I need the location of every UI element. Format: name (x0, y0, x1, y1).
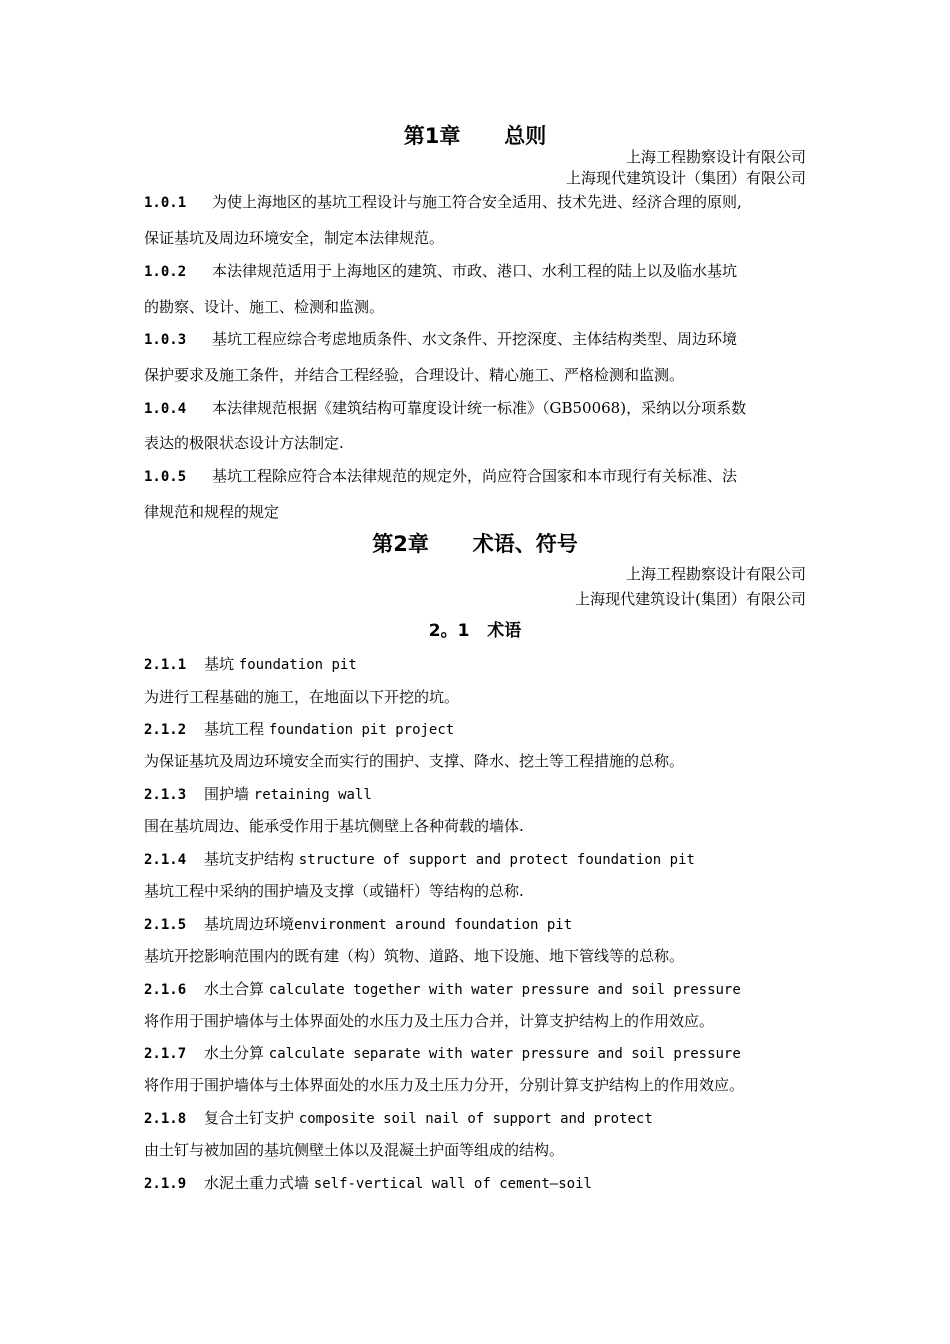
chapter-1-org-1: 上海工程勘察设计有限公司 (625, 148, 806, 166)
clause-text: 基坑工程应综合考虑地质条件、水文条件、开挖深度、主体结构类型、周边环境 (212, 330, 738, 348)
term-2-1-2 (144, 718, 814, 741)
clause-1-0-2-line-2: 的勘察、设计、施工、检测和监测。 (144, 298, 385, 316)
chapter-1-title: 第1章 总则 (403, 124, 547, 148)
chapter-2-org-2: 上海现代建筑设计(集团）有限公司 (575, 590, 806, 608)
clause-1-0-5-line-2: 律规范和规程的规定 (144, 503, 280, 521)
term-number: 2.1.7 (144, 1046, 187, 1062)
term-2-1-9 (144, 1172, 814, 1195)
term-2-1-3-desc: 围在基坑周边、能承受作用于基坑侧壁上各种荷载的墙体. (144, 817, 524, 835)
term-2-1-7 (144, 1042, 814, 1065)
term-2-1-5 (144, 913, 814, 936)
term-2-1-1 (144, 653, 814, 676)
term-en: composite soil nail of support and protect (298, 1111, 653, 1127)
term-number: 2.1.2 (144, 722, 187, 738)
term-en: calculate separate with water pressure and soil pressure (268, 1046, 741, 1062)
chapter-1-org-2: 上海现代建筑设计（集团）有限公司 (565, 169, 806, 187)
clause-1-0-2-line-1 (144, 260, 814, 283)
chapter-2-org-1: 上海工程勘察设计有限公司 (625, 565, 806, 583)
term-2-1-1-desc: 为进行工程基础的施工，在地面以下开挖的坑。 (144, 688, 460, 706)
clause-text: 本法律规范根据《建筑结构可靠度设计统一标准》（GB50068)，采纳以分项系数 (212, 399, 747, 417)
term-cn: 基坑工程 (204, 720, 269, 738)
term-number: 2.1.1 (144, 657, 187, 673)
term-cn: 复合土钉支护 (204, 1109, 299, 1127)
term-number: 2.1.8 (144, 1111, 187, 1127)
clause-1-0-1-line-1 (144, 191, 814, 214)
term-2-1-8 (144, 1107, 814, 1130)
term-2-1-7-desc: 将作用于围护墙体与土体界面处的水压力及土压力分开，分别计算支护结构上的作用效应。 (144, 1076, 745, 1094)
clause-1-0-4-line-1 (144, 397, 814, 420)
clause-text: 基坑工程除应符合本法律规范的规定外，尚应符合国家和本市现行有关标准、法 (212, 467, 738, 485)
term-cn: 水土分算 (204, 1044, 269, 1062)
term-number: 2.1.3 (144, 787, 187, 803)
term-2-1-2-desc: 为保证基坑及周边环境安全而实行的围护、支撑、降水、挖土等工程措施的总称。 (144, 752, 685, 770)
clause-text: 为使上海地区的基坑工程设计与施工符合安全适用、技术先进、经济合理的原则, (212, 193, 742, 211)
clause-number: 1.0.3 (144, 332, 187, 348)
term-cn: 围护墙 (204, 785, 254, 803)
clause-number: 1.0.4 (144, 401, 187, 417)
term-2-1-6-desc: 将作用于围护墙体与土体界面处的水压力及土压力合并，计算支护结构上的作用效应。 (144, 1012, 715, 1030)
clause-1-0-5-line-1 (144, 465, 814, 488)
term-number: 2.1.4 (144, 852, 187, 868)
term-cn: 水泥土重力式墙 (204, 1174, 314, 1192)
clause-1-0-3-line-1 (144, 328, 814, 351)
clause-number: 1.0.1 (144, 195, 187, 211)
term-cn: 基坑周边环境 (204, 915, 295, 933)
term-en: self-vertical wall of cement—soil (313, 1176, 592, 1192)
term-en: environment around foundation pit (294, 917, 573, 933)
chapter-2-title: 第2章 术语、符号 (372, 532, 578, 556)
term-en: structure of support and protect foundation pit (298, 852, 695, 868)
term-en: retaining wall (253, 787, 372, 803)
term-number: 2.1.9 (144, 1176, 187, 1192)
term-2-1-6 (144, 978, 814, 1001)
clause-1-0-3-line-2: 保护要求及施工条件，并结合工程经验，合理设计、精心施工、严格检测和监测。 (144, 366, 685, 384)
clause-number: 1.0.5 (144, 469, 187, 485)
term-number: 2.1.5 (144, 917, 187, 933)
term-number: 2.1.6 (144, 982, 187, 998)
term-2-1-5-desc: 基坑开挖影响范围内的既有建（构）筑物、道路、地下设施、地下管线等的总称。 (144, 947, 685, 965)
clause-text: 本法律规范适用于上海地区的建筑、市政、港口、水利工程的陆上以及临水基坑 (212, 262, 738, 280)
term-en: foundation pit project (268, 722, 455, 738)
term-cn: 基坑 (204, 655, 239, 673)
term-en: calculate together with water pressure and soil pressure (268, 982, 741, 998)
term-en: foundation pit (238, 657, 357, 673)
term-2-1-3 (144, 783, 814, 806)
term-2-1-4 (144, 848, 814, 871)
clause-1-0-4-line-2: 表达的极限状态设计方法制定. (144, 434, 344, 452)
term-cn: 基坑支护结构 (204, 850, 299, 868)
term-2-1-8-desc: 由土钉与被加固的基坑侧壁土体以及混凝土护面等组成的结构。 (144, 1141, 565, 1159)
clause-number: 1.0.2 (144, 264, 187, 280)
term-2-1-4-desc: 基坑工程中采纳的围护墙及支撑（或锚杆）等结构的总称. (144, 882, 524, 900)
term-cn: 水土合算 (204, 980, 269, 998)
section-2-1-title: 2。1 术语 (428, 621, 522, 641)
clause-1-0-1-line-2: 保证基坑及周边环境安全，制定本法律规范。 (144, 229, 445, 247)
